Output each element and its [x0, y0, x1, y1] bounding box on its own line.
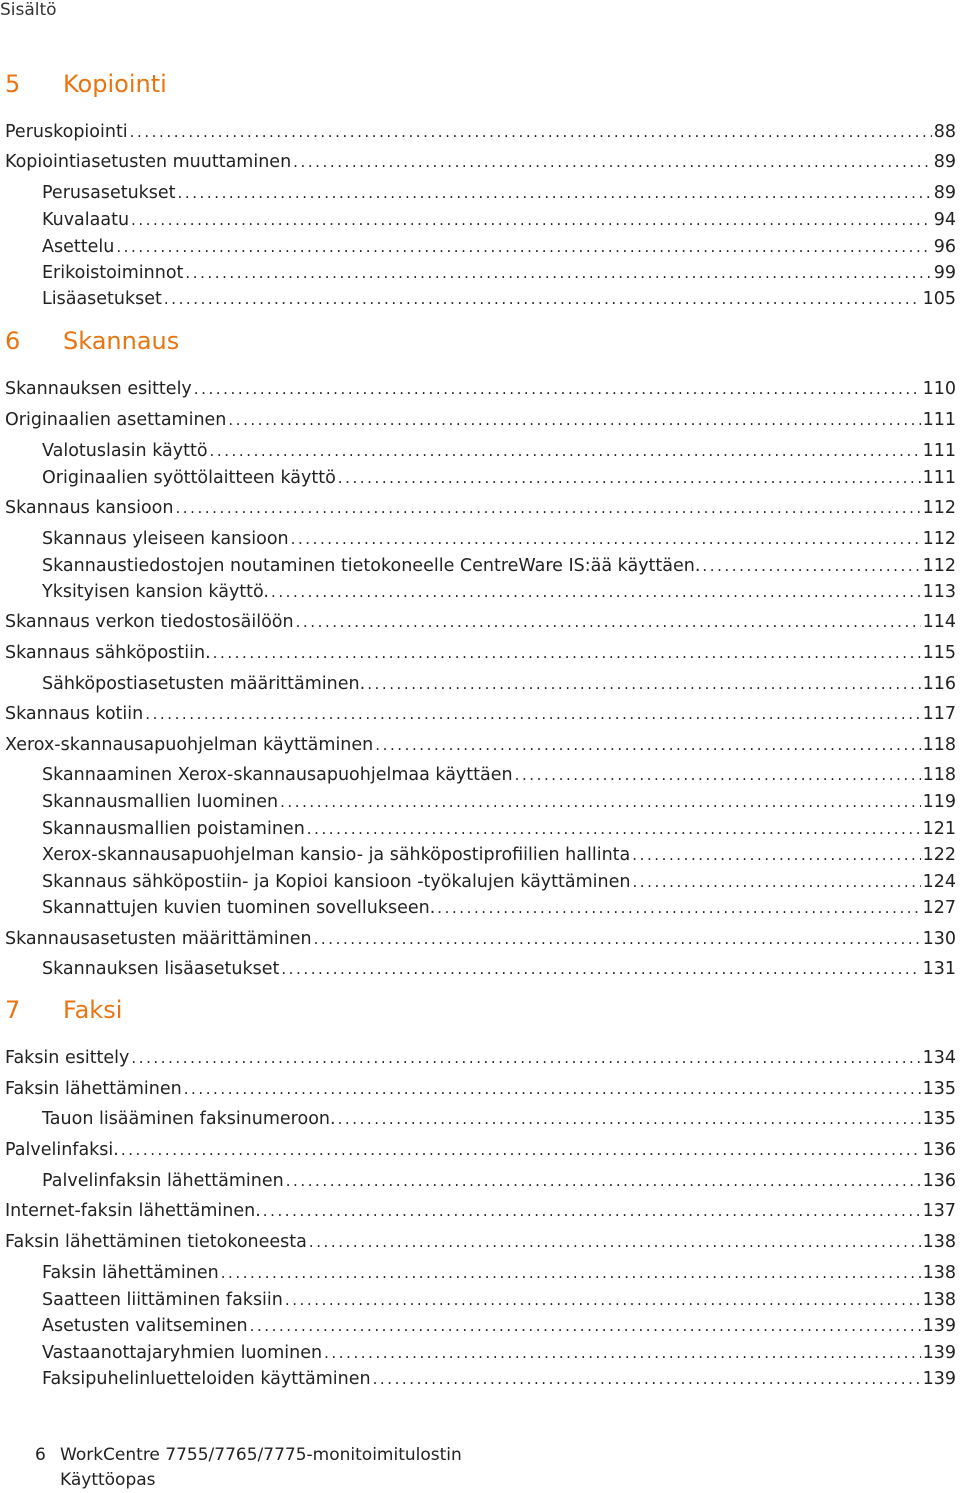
footer-line	[35, 1443, 462, 1468]
toc-page-number: 112	[922, 529, 956, 549]
toc-page-number: 118	[922, 735, 956, 755]
toc-page-number: 118	[922, 765, 956, 785]
toc-subentry[interactable]	[42, 1170, 956, 1192]
toc-entry-title: Xerox-skannausapuohjelman kansio- ja sähköpostiprofiilien hallinta	[42, 845, 631, 865]
toc-subentry[interactable]	[42, 528, 956, 550]
toc-entry-title: Faksin lähettäminen tietokoneesta	[5, 1232, 307, 1252]
toc-page-number: 139	[922, 1343, 956, 1363]
dot-leader	[309, 1231, 921, 1253]
toc-entry-title: Lisäasetukset	[42, 289, 162, 309]
toc-entry[interactable]	[5, 497, 956, 519]
toc-entry-title: Skannaaminen Xerox-skannausapuohjelmaa käyttäen	[42, 765, 513, 785]
toc-entry-title: Tauon lisääminen faksinumeroon.	[42, 1109, 336, 1129]
toc-entry-title: Skannauksen esittely	[5, 379, 192, 399]
toc-entry-title: Palvelinfaksi.	[5, 1140, 119, 1160]
toc-entry-title: Valotuslasin käyttö	[42, 441, 208, 461]
chapter-title: Faksi	[63, 996, 123, 1024]
toc-subentry[interactable]	[42, 764, 956, 786]
dot-leader	[373, 1368, 921, 1390]
toc-entry-title: Originaalien syöttölaitteen käyttö	[42, 468, 336, 488]
toc-page-number: 115	[922, 643, 956, 663]
dot-leader	[338, 1108, 921, 1130]
toc-subentry[interactable]	[42, 467, 956, 489]
toc-subentry[interactable]	[42, 209, 956, 231]
toc-entry-title: Perusasetukset	[42, 183, 176, 203]
toc-subentry[interactable]	[42, 1108, 956, 1130]
dot-leader	[367, 673, 920, 695]
dot-leader	[437, 897, 920, 919]
toc-entry-title: Skannaus sähköpostiin- ja Kopioi kansioon -työkalujen käyttäminen	[42, 872, 631, 892]
toc-subentry[interactable]	[42, 1262, 956, 1284]
dot-leader	[286, 1170, 921, 1192]
dot-leader	[131, 209, 932, 231]
toc-entry-title: Skannausasetusten määrittäminen	[5, 929, 312, 949]
dot-leader	[213, 642, 921, 664]
toc-subentry[interactable]	[42, 1342, 956, 1364]
toc-subentry[interactable]	[42, 844, 956, 866]
dot-leader	[515, 764, 921, 786]
toc-entry-title: Palvelinfaksin lähettäminen	[42, 1171, 284, 1191]
dot-leader	[271, 581, 921, 603]
dot-leader	[194, 378, 921, 400]
toc-subentry[interactable]	[42, 871, 956, 893]
toc-entry-title: Asettelu	[42, 237, 115, 257]
dot-leader	[130, 121, 932, 143]
toc-page-number: 111	[922, 410, 956, 430]
toc-page-number: 105	[922, 289, 956, 309]
toc-entry-title: Kuvalaatu	[42, 210, 130, 230]
toc-entry-title: Skannausmallien poistaminen	[42, 819, 305, 839]
toc-page-number: 139	[922, 1369, 956, 1389]
toc-entry-title: Internet-faksin lähettäminen.	[5, 1201, 261, 1221]
toc-page-number: 121	[922, 819, 956, 839]
toc-entry[interactable]	[5, 642, 956, 664]
toc-entry-title: Faksin lähettäminen	[42, 1263, 219, 1283]
dot-leader	[632, 871, 920, 893]
dot-leader	[210, 440, 921, 462]
toc-entry-title: Peruskopiointi	[5, 122, 128, 142]
toc-page-number: 131	[922, 959, 956, 979]
dot-leader	[131, 1047, 920, 1069]
toc-entry-title: Skannaustiedostojen noutaminen tietokoneelle CentreWare IS:ää käyttäen.	[42, 556, 701, 576]
toc-page-number: 116	[922, 674, 956, 694]
toc-entry[interactable]	[5, 1047, 956, 1069]
toc-page-number: 137	[922, 1201, 956, 1221]
toc-entry-title: Yksityisen kansion käyttö.	[42, 582, 269, 602]
toc-page-number: 136	[922, 1140, 956, 1160]
dot-leader	[116, 236, 931, 258]
toc-page-number: 138	[922, 1263, 956, 1283]
dot-leader	[632, 844, 920, 866]
dot-leader	[250, 1315, 921, 1337]
dot-leader	[314, 928, 921, 950]
toc-entry[interactable]	[5, 1231, 956, 1253]
dot-leader	[296, 611, 921, 633]
toc-page-number: 134	[922, 1048, 956, 1068]
toc-page-number: 96	[933, 237, 956, 257]
toc-entry[interactable]	[5, 734, 956, 756]
toc-entry[interactable]	[5, 121, 956, 143]
toc-page-number: 119	[922, 792, 956, 812]
page-footer	[35, 1443, 462, 1493]
dot-leader	[145, 703, 920, 725]
toc-page-number: 136	[922, 1171, 956, 1191]
toc-entry-title: Skannattujen kuvien tuominen sovellukseen.	[42, 898, 436, 918]
toc-page-number: 135	[922, 1079, 956, 1099]
toc-entry-title: Faksipuhelinluetteloiden käyttäminen	[42, 1369, 371, 1389]
toc-page-number: 117	[922, 704, 956, 724]
toc-page-number: 138	[922, 1232, 956, 1252]
toc-page-number: 130	[922, 929, 956, 949]
dot-leader	[280, 791, 921, 813]
dot-leader	[307, 818, 921, 840]
toc-page-number: 111	[922, 441, 956, 461]
dot-leader	[291, 528, 921, 550]
dot-leader	[285, 1289, 921, 1311]
toc-page-number: 94	[933, 210, 956, 230]
dot-leader	[228, 409, 920, 431]
chapter-title: Skannaus	[63, 327, 180, 355]
toc-page-number: 112	[922, 498, 956, 518]
toc-entry-title: Saatteen liittäminen faksiin	[42, 1290, 283, 1310]
toc-subentry[interactable]	[42, 897, 956, 919]
footer-product: WorkCentre 7755/7765/7775-monitoimitulostin	[60, 1445, 462, 1465]
toc-entry-title: Erikoistoiminnot	[42, 263, 184, 283]
toc-page-number: 135	[922, 1109, 956, 1129]
running-header: Sisältö	[0, 0, 57, 20]
toc-entry[interactable]	[5, 1078, 956, 1100]
dot-leader	[293, 151, 932, 173]
dot-leader	[184, 1078, 921, 1100]
toc-entry-title: Skannaus kotiin	[5, 704, 144, 724]
toc-entry-title: Skannaus sähköpostiin.	[5, 643, 211, 663]
chapter-heading	[5, 327, 179, 355]
dot-leader	[221, 1262, 921, 1284]
toc-entry[interactable]	[5, 1139, 956, 1161]
toc-subentry[interactable]	[42, 791, 956, 813]
dot-leader	[121, 1139, 921, 1161]
dot-leader	[185, 262, 931, 284]
toc-entry-title: Skannaus yleiseen kansioon	[42, 529, 289, 549]
toc-entry[interactable]	[5, 151, 956, 173]
dot-leader	[175, 497, 920, 519]
toc-entry-title: Faksin lähettäminen	[5, 1079, 182, 1099]
dot-leader	[178, 182, 932, 204]
toc-subentry[interactable]	[42, 555, 956, 577]
toc-entry[interactable]	[5, 928, 956, 950]
chapter-heading	[5, 70, 167, 98]
toc-page-number: 89	[933, 152, 956, 172]
toc-entry[interactable]	[5, 703, 956, 725]
toc-subentry[interactable]	[42, 581, 956, 603]
chapter-number: 5	[5, 70, 21, 98]
toc-entry-title: Kopiointiasetusten muuttaminen	[5, 152, 292, 172]
toc-subentry[interactable]	[42, 440, 956, 462]
toc-subentry[interactable]	[42, 288, 956, 310]
toc-entry-title: Skannausmallien luominen	[42, 792, 279, 812]
toc-entry[interactable]	[5, 378, 956, 400]
toc-page-number: 110	[922, 379, 956, 399]
footer-page-number: 6	[35, 1445, 46, 1465]
toc-subentry[interactable]	[42, 1315, 956, 1337]
toc-entry-title: Originaalien asettaminen	[5, 410, 227, 430]
toc-page-number: 111	[922, 468, 956, 488]
toc-subentry[interactable]	[42, 673, 956, 695]
chapter-heading	[5, 996, 122, 1024]
toc-page-number: 113	[922, 582, 956, 602]
dot-leader	[338, 467, 921, 489]
toc-entry-title: Asetusten valitseminen	[42, 1316, 248, 1336]
toc-page-number: 127	[922, 898, 956, 918]
toc-page-number: 114	[922, 612, 956, 632]
toc-page-number: 112	[922, 556, 956, 576]
toc-page-number: 89	[933, 183, 956, 203]
chapter-number: 7	[5, 996, 21, 1024]
toc-page-number: 122	[922, 845, 956, 865]
toc-page-number: 124	[922, 872, 956, 892]
dot-leader	[324, 1342, 921, 1364]
footer-guide: Käyttöopas	[60, 1470, 156, 1490]
toc-page-number: 139	[922, 1316, 956, 1336]
toc-subentry[interactable]	[42, 236, 956, 258]
toc-subentry[interactable]	[42, 182, 956, 204]
toc-entry-title: Vastaanottajaryhmien luominen	[42, 1343, 323, 1363]
toc-page-number: 138	[922, 1290, 956, 1310]
toc-entry-title: Faksin esittely	[5, 1048, 130, 1068]
toc-entry[interactable]	[5, 409, 956, 431]
chapter-number: 6	[5, 327, 21, 355]
toc-subentry[interactable]	[42, 958, 956, 980]
dot-leader	[281, 958, 920, 980]
toc-entry[interactable]	[5, 1200, 956, 1222]
chapter-title: Kopiointi	[63, 70, 167, 98]
toc-entry-title: Skannaus verkon tiedostosäilöön	[5, 612, 294, 632]
toc-entry-title: Xerox-skannausapuohjelman käyttäminen	[5, 735, 374, 755]
toc-entry-title: Skannaus kansioon	[5, 498, 174, 518]
toc-subentry[interactable]	[42, 818, 956, 840]
toc-entry-title: Skannauksen lisäasetukset	[42, 959, 280, 979]
dot-leader	[375, 734, 920, 756]
toc-subentry[interactable]	[42, 1289, 956, 1311]
toc-page-number: 88	[933, 122, 956, 142]
toc-entry-title: Sähköpostiasetusten määrittäminen.	[42, 674, 366, 694]
dot-leader	[263, 1200, 921, 1222]
dot-leader	[164, 288, 921, 310]
dot-leader	[702, 555, 920, 577]
toc-subentry[interactable]	[42, 1368, 956, 1390]
toc-subentry[interactable]	[42, 262, 956, 284]
toc-page-number: 99	[933, 263, 956, 283]
toc-entry[interactable]	[5, 611, 956, 633]
